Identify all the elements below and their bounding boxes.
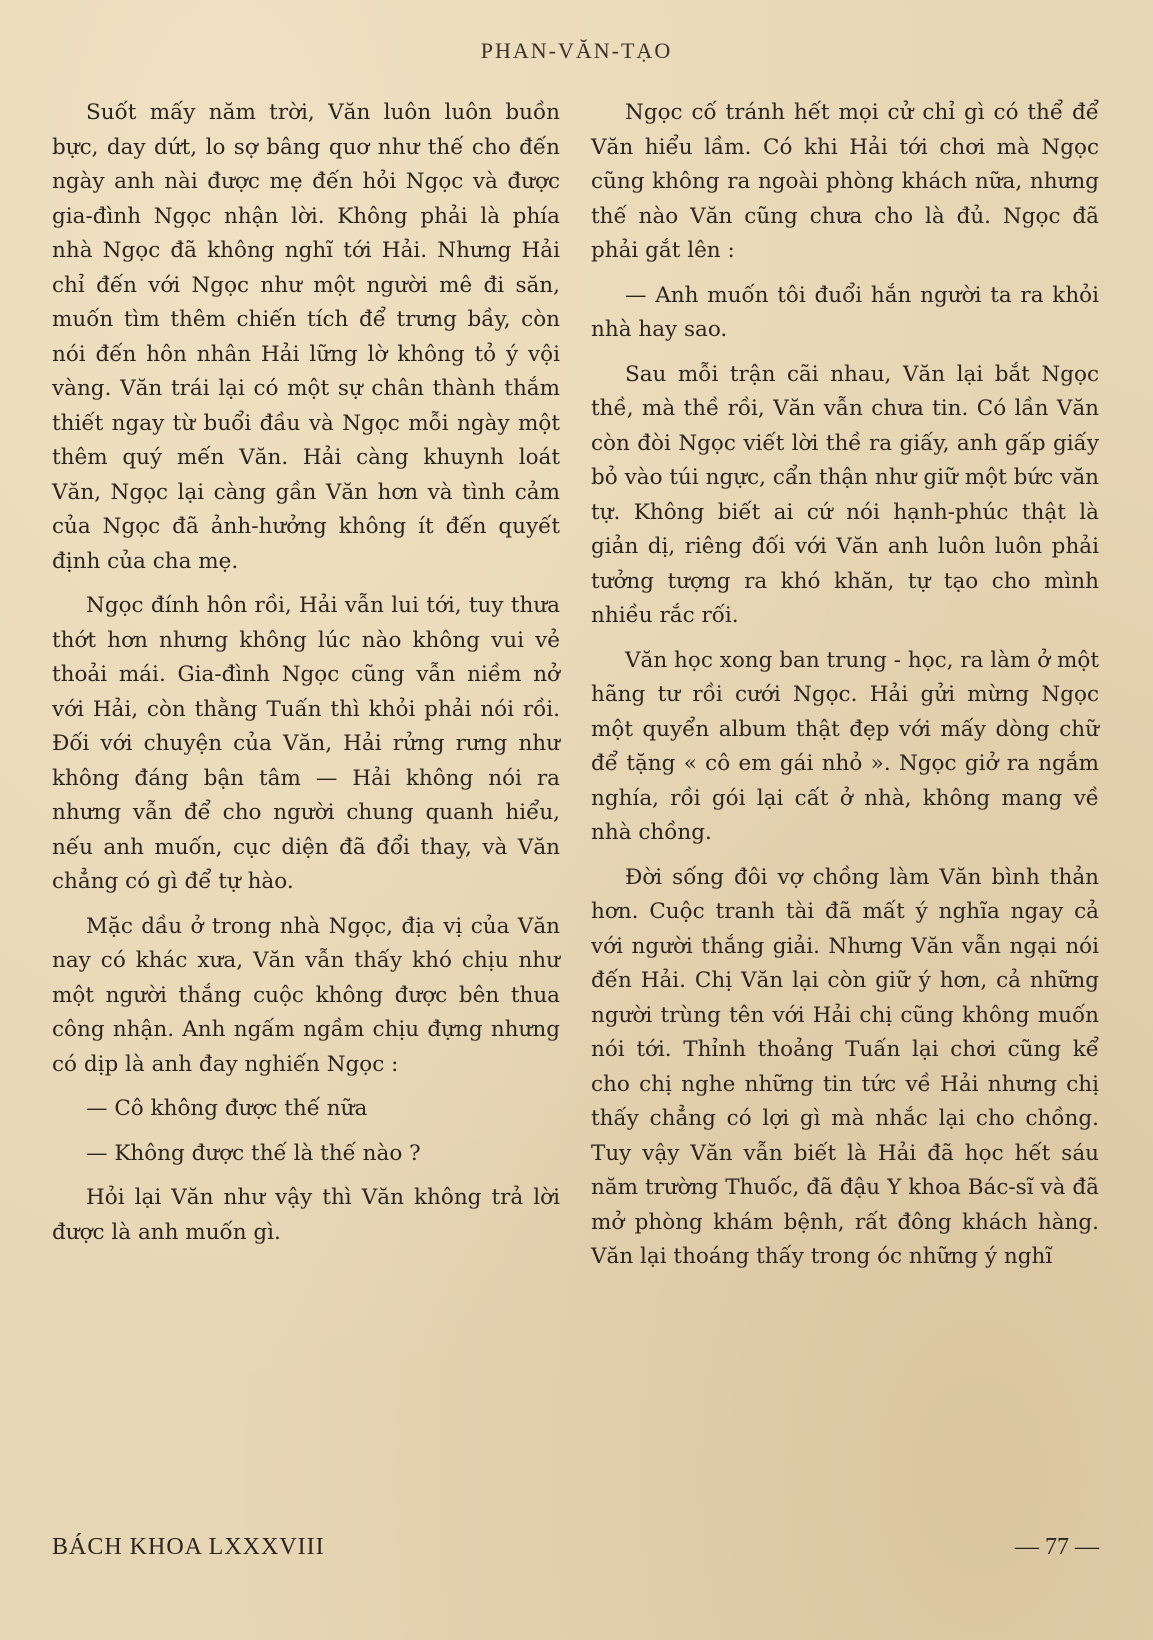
publication-title: BÁCH KHOA LXXXVIII bbox=[52, 1534, 325, 1560]
paragraph: Ngọc đính hôn rồi, Hải vẫn lui tới, tuy thưa thớt hơn nhưng không lúc nào không vui vẻ thoải mái. Gia-đình Ngọc cũng vẫn niềm nở với Hải, còn thằng Tuấn thì khỏi phải nói rồi. Đối với chuyện của Văn, Hải rửng rưng như không đáng bận tâm — Hải không nói ra nhưng vẫn để cho người chung quanh hiểu, nếu anh muốn, cục diện đã đổi thay, và Văn chẳng có gì để tự hào. bbox=[52, 593, 560, 894]
paragraph: Ngọc cố tránh hết mọi cử chỉ gì có thể để Văn hiểu lầm. Có khi Hải tới chơi mà Ngọc cũng không ra ngoài phòng khách nữa, nhưng thế nào Văn cũng chưa cho là đủ. Ngọc đã phải gắt lên : bbox=[591, 100, 1099, 263]
paragraph: Suốt mấy năm trời, Văn luôn luôn buồn bực, day dứt, lo sợ bâng quơ như thế cho đến ngày anh nài được mẹ đến hỏi Ngọc và được gia-đình Ngọc nhận lời. Không phải là phía nhà Ngọc đã không nghĩ tới Hải. Nhưng Hải chỉ đến với Ngọc như một người mê đi săn, muốn tìm thêm chiến tích để trưng bầy, còn nói đến hôn nhân Hải lững lờ không tỏ ý vội vàng. Văn trái lại có một sự chân thành thắm thiết ngay từ buổi đầu và Ngọc mỗi ngày một thêm quý mến Văn. Hải càng khuynh loát Văn, Ngọc lại càng gần Văn hơn và tình cảm của Ngọc đã ảnh-hưởng không ít đến quyết định của cha mẹ. bbox=[52, 100, 560, 574]
page-number: — 77 — bbox=[1015, 1534, 1099, 1560]
dialogue-line: — Không được thế là thế nào ? bbox=[86, 1140, 421, 1166]
paragraph: Mặc dầu ở trong nhà Ngọc, địa vị của Văn nay có khác xưa, Văn vẫn thấy khó chịu như một người thắng cuộc không được bên thua công nhận. Anh ngấm ngầm chịu đựng nhưng có dịp là anh đay nghiến Ngọc : bbox=[52, 913, 560, 1077]
paragraph: Văn học xong ban trung - học, ra làm ở một hãng tư rồi cưới Ngọc. Hải gửi mừng Ngọc một quyển album thật đẹp với mấy dòng chữ để tặng « cô em gái nhỏ ». Ngọc giở ra ngắm nghía, rồi gói lại cất ở nhà, không mang về nhà chồng. bbox=[591, 647, 1099, 845]
right-column bbox=[591, 96, 1099, 1285]
left-column bbox=[52, 96, 560, 1260]
dialogue-line: — Cô không được thế nữa bbox=[86, 1096, 368, 1121]
running-head: PHAN-VĂN-TẠO bbox=[480, 38, 673, 63]
paragraph: Đời sống đôi vợ chồng làm Văn bình thản hơn. Cuộc tranh tài đã mất ý nghĩa ngay cả với người thắng giải. Nhưng Văn vẫn ngại nói đến Hải. Chị Văn lại còn giữ ý hơn, cả những người trùng tên với Hải chị cũng không muốn nói tới. Thỉnh thoảng Tuấn lại chơi cũng kể cho chị nghe những tin tức về Hải nhưng chị thấy chẳng có lợi gì mà nhắc lại cho chồng. Tuy vậy Văn vẫn biết là Hải đã học hết sáu năm trường Thuốc, đã đậu Y khoa Bác-sĩ và đã mở phòng khám bệnh, rất đông khách hàng. Văn lại thoáng thấy trong óc những ý nghĩ bbox=[591, 864, 1099, 1269]
dialogue-line: — Anh muốn tôi đuổi hắn người ta ra khỏi nhà hay sao. bbox=[591, 282, 1099, 342]
paragraph: Sau mỗi trận cãi nhau, Văn lại bắt Ngọc thề, mà thề rồi, Văn vẫn chưa tin. Có lần Văn còn đòi Ngọc viết lời thề ra giấy, anh gấp giấy bỏ vào túi ngực, cẩn thận như giữ một bức văn tự. Không biết ai cứ nói hạnh-phúc thật là giản dị, riêng đối với Văn anh luôn luôn phải tưởng tượng ra khó khăn, tự tạo cho mình nhiều rắc rối. bbox=[591, 361, 1099, 628]
paragraph: Hỏi lại Văn như vậy thì Văn không trả lời được là anh muốn gì. bbox=[52, 1185, 560, 1245]
